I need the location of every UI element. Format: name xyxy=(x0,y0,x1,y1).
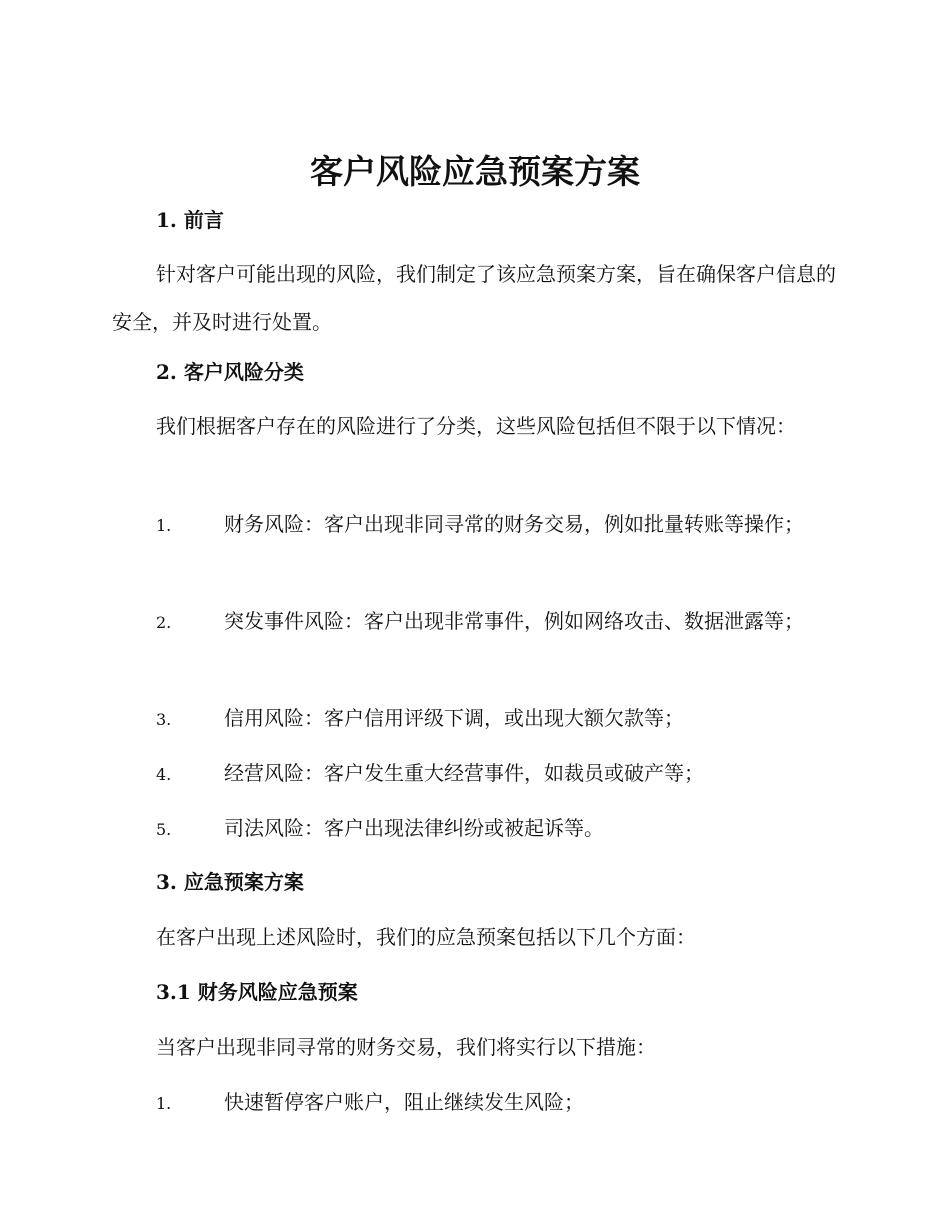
paragraph-emergency-plan-text: 在客户出现上述风险时，我们的应急预案包括以下几个方面： xyxy=(156,925,696,949)
list-item-text: 经营风险：客户发生重大经营事件，如裁员或破产等； xyxy=(224,761,704,785)
list-item-number: 1. xyxy=(156,1094,172,1113)
list-item-number: 5. xyxy=(156,820,172,839)
list-item-text: 突发事件风险：客户出现非常事件，例如网络攻击、数据泄露等； xyxy=(224,609,804,633)
page-title: 客户风险应急预案方案 xyxy=(310,152,640,191)
paragraph-emergency-plan xyxy=(112,913,847,961)
list-item xyxy=(112,694,847,744)
list-item xyxy=(112,1078,847,1128)
list-item-number: 1. xyxy=(156,516,172,535)
list-item xyxy=(112,749,847,799)
list-item-text: 信用风险：客户信用评级下调，或出现大额欠款等； xyxy=(224,706,684,730)
list-item-number: 3. xyxy=(156,710,172,729)
list-item-text: 快速暂停客户账户，阻止继续发生风险； xyxy=(224,1090,584,1114)
section-heading-financial-plan: 3.1 财务风险应急预案 xyxy=(156,980,358,1004)
list-item-number: 2. xyxy=(156,613,172,632)
list-item xyxy=(112,597,847,647)
list-item-number: 4. xyxy=(156,765,172,784)
paragraph-financial-plan-text: 当客户出现非同寻常的财务交易，我们将实行以下措施： xyxy=(156,1035,656,1059)
paragraph-preface xyxy=(112,250,847,346)
list-item xyxy=(112,804,847,854)
list-item-text: 财务风险：客户出现非同寻常的财务交易，例如批量转账等操作； xyxy=(224,512,804,536)
paragraph-financial-plan xyxy=(112,1023,847,1071)
paragraph-risk-categories-text: 我们根据客户存在的风险进行了分类，这些风险包括但不限于以下情况： xyxy=(156,414,796,438)
section-heading-emergency-plan: 3. 应急预案方案 xyxy=(156,870,304,894)
section-heading-risk-categories: 2. 客户风险分类 xyxy=(156,360,304,384)
paragraph-preface-text: 针对客户可能出现的风险，我们制定了该应急预案方案，旨在确保客户信息的安全，并及时进行处置。 xyxy=(112,262,836,334)
section-heading-preface: 1. 前言 xyxy=(156,208,224,232)
paragraph-risk-categories xyxy=(112,402,847,450)
list-item-text: 司法风险：客户出现法律纠纷或被起诉等。 xyxy=(224,816,604,840)
list-item xyxy=(112,500,847,550)
